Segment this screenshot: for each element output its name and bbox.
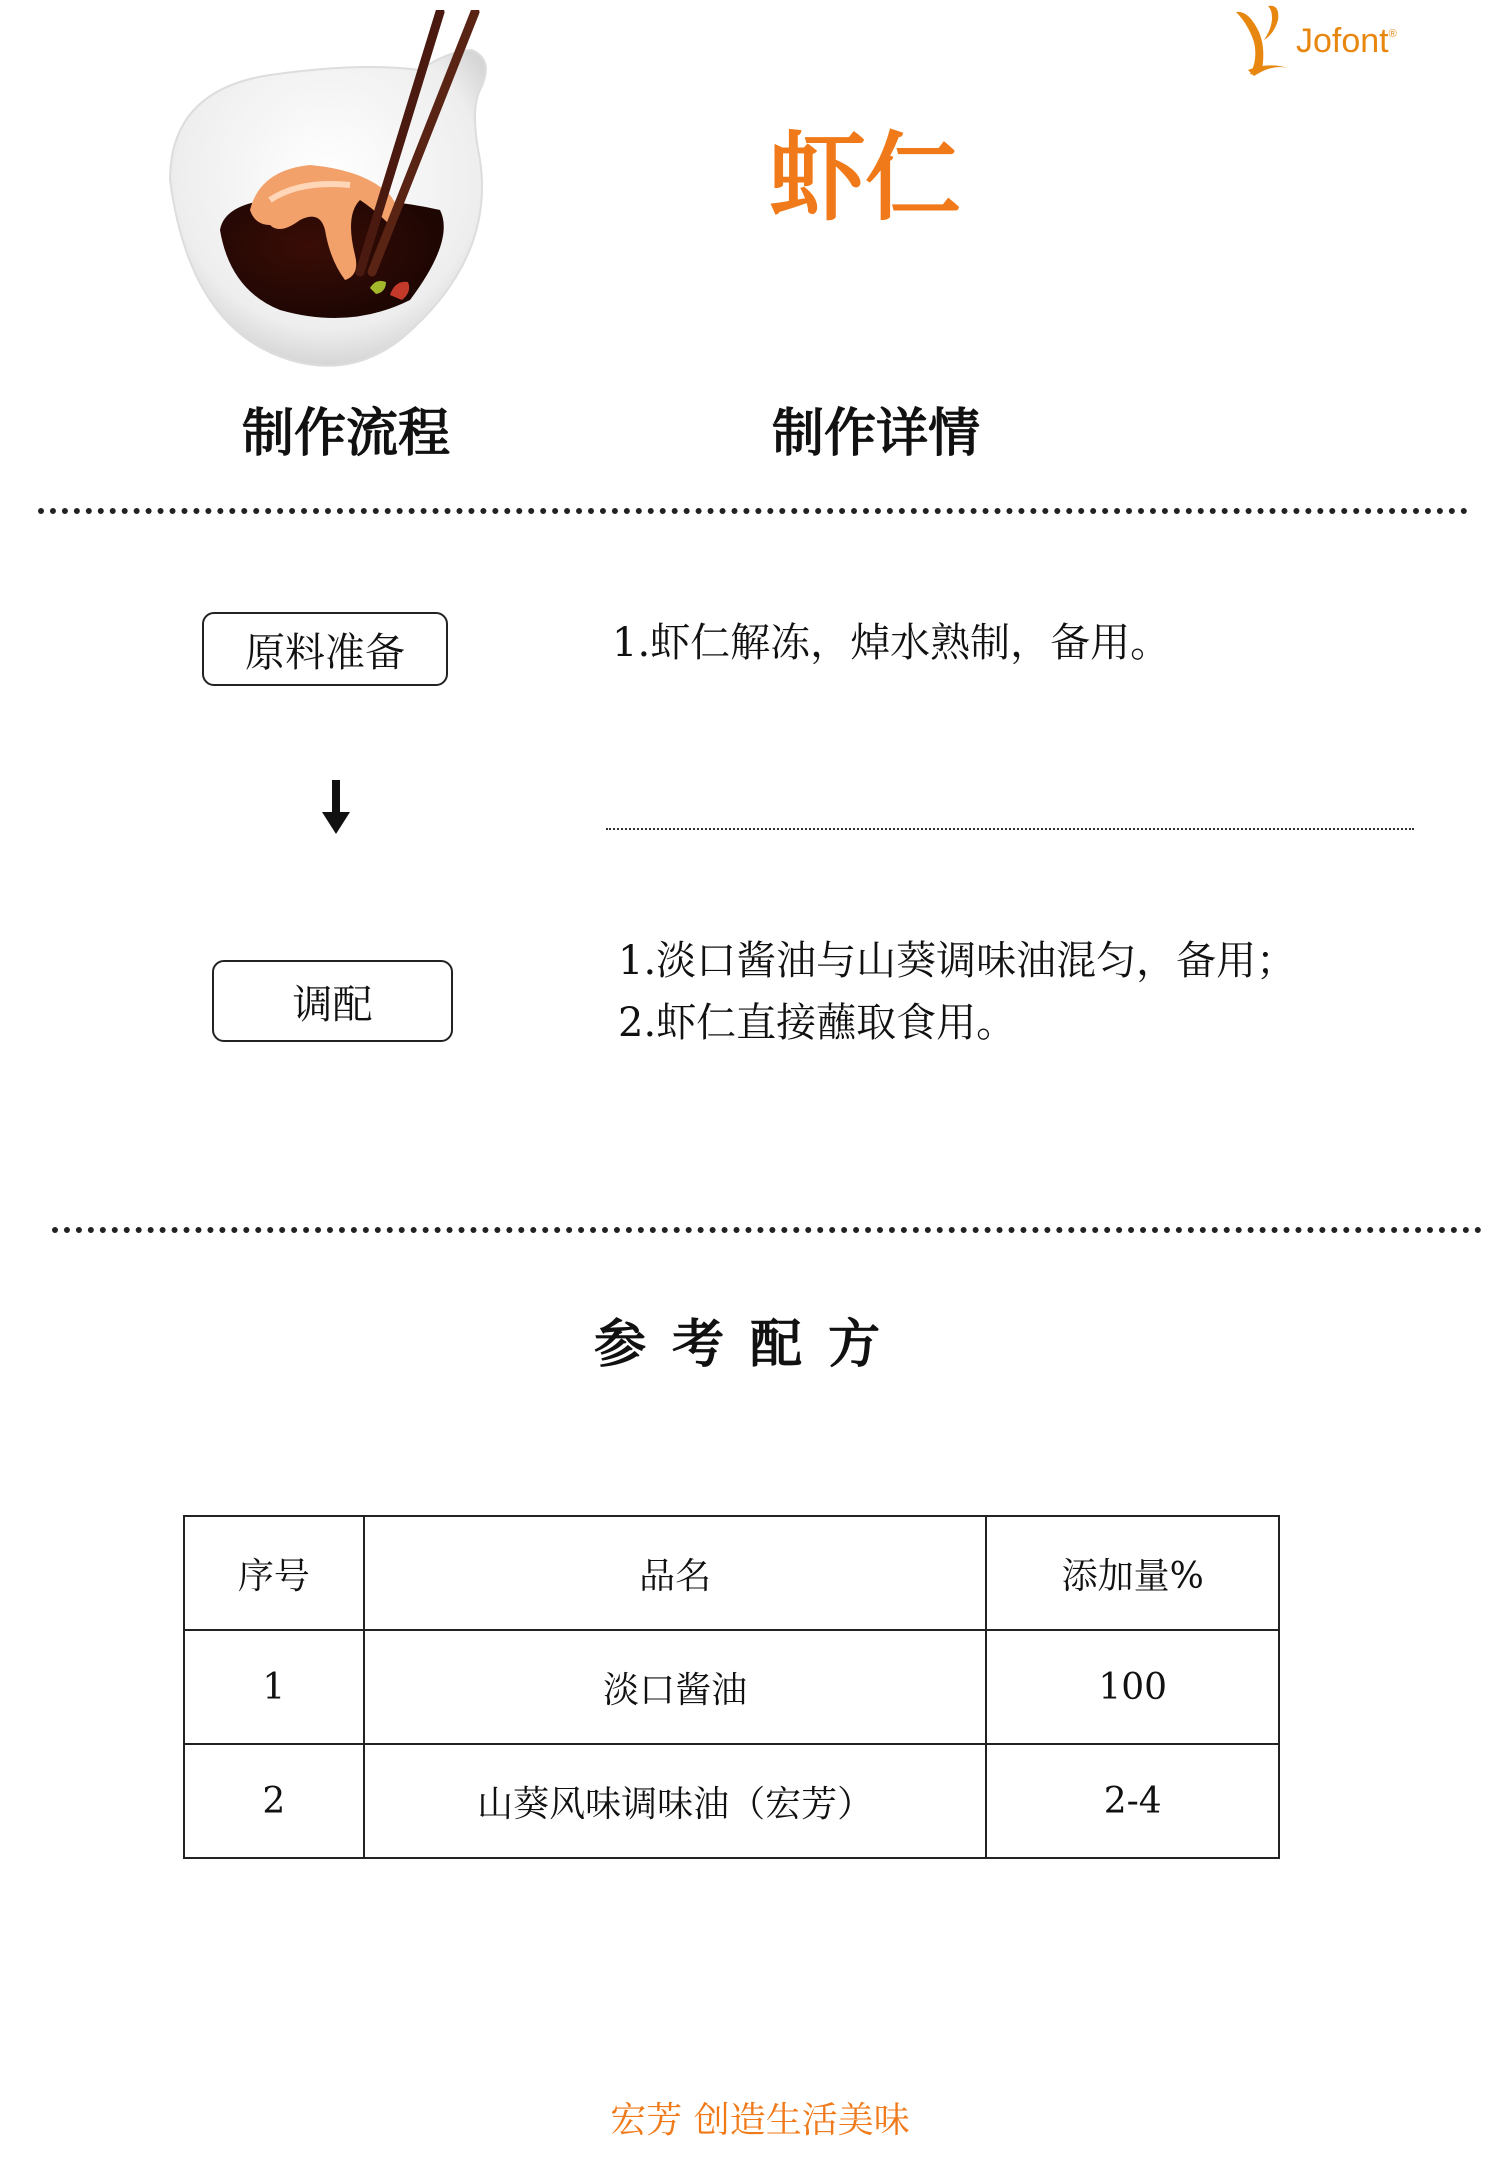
column-header: 品名 xyxy=(364,1516,987,1630)
recipe-title: 参考配方 xyxy=(593,1315,906,1375)
section-divider xyxy=(38,508,1468,514)
table-row xyxy=(184,1630,1279,1744)
step-box-mix xyxy=(212,960,453,1042)
detail-line: 1.淡口酱油与山葵调味油混匀，备用； xyxy=(618,938,1297,984)
recipe-table xyxy=(183,1515,1280,1859)
section-divider xyxy=(52,1227,1482,1233)
dish-title: 虾仁 xyxy=(769,122,961,234)
detail-line: 1.虾仁解冻，焯水熟制，备用。 xyxy=(612,620,1171,666)
footer-slogan: 宏芳 创造生活美味 xyxy=(610,2100,910,2141)
detail-line: 2.虾仁直接蘸取食用。 xyxy=(618,1000,1017,1046)
column-header: 序号 xyxy=(184,1516,364,1630)
table-cell: 1 xyxy=(184,1630,364,1744)
table-cell: 2 xyxy=(184,1744,364,1858)
step-details-prep xyxy=(612,612,1170,674)
step-details-mix xyxy=(618,930,1296,1054)
logo-mark-icon xyxy=(1228,0,1298,80)
table-header-row xyxy=(184,1516,1279,1630)
step-divider xyxy=(606,828,1414,830)
dish-photo-icon xyxy=(150,10,520,385)
table-cell: 2-4 xyxy=(986,1744,1279,1858)
step-label: 原料准备 xyxy=(245,629,405,676)
table-cell: 100 xyxy=(986,1630,1279,1744)
column-header: 添加量% xyxy=(986,1516,1279,1630)
table-cell: 淡口酱油 xyxy=(364,1630,987,1744)
arrow-down-icon xyxy=(320,780,352,836)
table-cell: 山葵风味调味油（宏芳） xyxy=(364,1744,987,1858)
details-heading: 制作详情 xyxy=(772,404,981,464)
dish-photo xyxy=(150,10,520,385)
process-heading: 制作流程 xyxy=(242,404,451,464)
step-box-prep xyxy=(202,612,448,686)
table-row xyxy=(184,1744,1279,1858)
logo-text: Jofont® xyxy=(1296,22,1397,60)
brand-logo xyxy=(1228,0,1428,80)
step-label: 调配 xyxy=(292,981,373,1028)
